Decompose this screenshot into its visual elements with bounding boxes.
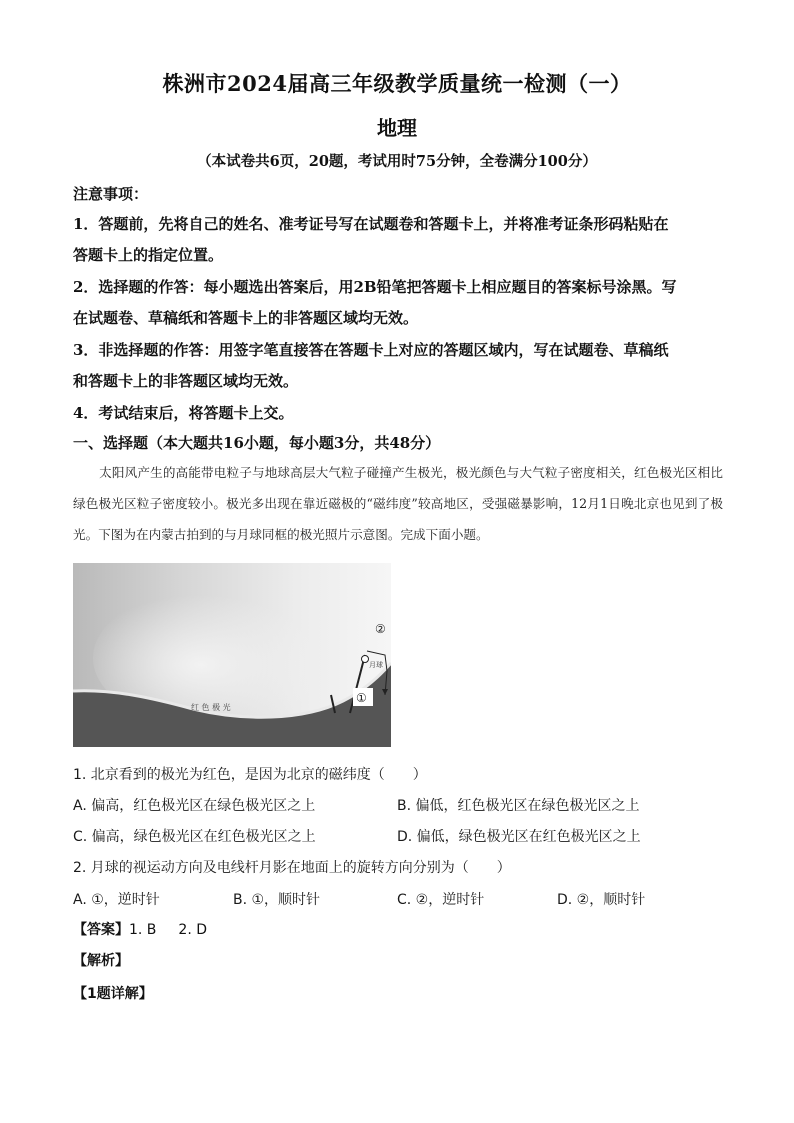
page-title: 株洲市2024届高三年级教学质量统一检测（一） — [162, 71, 632, 96]
question-2-option-c[interactable]: C. ②，逆时针 — [397, 892, 485, 908]
detail-line — [73, 984, 153, 1004]
notice-item-3-line-1: 3．非选择题的作答：用签字笔直接答在答题卡上对应的答题区域内，写在试题卷、草稿纸 — [73, 341, 669, 359]
notice-item-1-line-2: 答题卡上的指定位置。 — [73, 246, 224, 264]
notice-item-4: 4．考试结束后，将答题卡上交。 — [73, 404, 294, 422]
detail-tag: 【1题详解】 — [73, 986, 153, 1002]
answer-1: 1. B — [129, 922, 157, 938]
question-1-option-d[interactable]: D. 偏低，绿色极光区在红色极光区之上 — [397, 829, 641, 845]
moon-icon — [362, 656, 369, 663]
answer-2: 2. D — [178, 922, 208, 938]
notice-heading: 注意事项： — [73, 185, 149, 203]
analysis-line — [73, 951, 129, 971]
notice-item-2-line-2: 在试题卷、草稿纸和答题卡上的非答题区域均无效。 — [73, 309, 419, 327]
passage-text: 太阳风产生的高能带电粒子与地球高层大气粒子碰撞产生极光，极光颜色与大气粒子密度相关，红色极光区相比绿色极光区粒子密度较小。极光多出现在靠近磁极的“磁纬度”较高地区，受强磁暴影响，12月1日晚北京也见到了极光。下图为在内蒙古拍到的与月球同框的极光照片示意图。完成下面小题。 — [73, 465, 723, 542]
question-1-option-c[interactable]: C. 偏高，绿色极光区在红色极光区之上 — [73, 829, 316, 845]
aurora-photo — [73, 563, 391, 747]
analysis-tag: 【解析】 — [73, 953, 129, 969]
question-1-option-b[interactable]: B. 偏低，红色极光区在绿色极光区之上 — [397, 798, 640, 814]
notice-item-1-line-1: 1．答题前，先将自己的姓名、准考证号写在试题卷和答题卡上，并将准考证条形码粘贴在 — [73, 215, 669, 233]
question-2-option-b[interactable]: B. ①，顺时针 — [233, 892, 321, 908]
question-1-option-a[interactable]: A. 偏高，红色极光区在绿色极光区之上 — [73, 798, 316, 814]
section-heading: 一、选择题（本大题共16小题，每小题3分，共48分） — [73, 434, 441, 452]
aurora-label: 红 色 极 光 — [191, 703, 231, 712]
question-2-option-d[interactable]: D. ②，顺时针 — [557, 892, 646, 908]
answer-tag: 【答案】 — [73, 922, 129, 938]
subject-title: 地理 — [377, 116, 417, 140]
reading-passage — [73, 457, 723, 550]
notice-item-2-line-1: 2．选择题的作答：每小题选出答案后，用2B铅笔把答题卡上相应题目的答案标号涂黑。写 — [73, 278, 677, 296]
question-1-stem: 1. 北京看到的极光为红色，是因为北京的磁纬度（ ） — [73, 767, 427, 783]
exam-meta: （本试卷共6页，20题，考试用时75分钟，全卷满分100分） — [197, 153, 597, 170]
answer-line — [73, 920, 207, 940]
marker-2: ② — [375, 622, 386, 636]
marker-1: ① — [356, 691, 367, 705]
moon-label: 月球 — [369, 661, 383, 669]
question-2-option-a[interactable]: A. ①，逆时针 — [73, 892, 160, 908]
notice-item-3-line-2: 和答题卡上的非答题区域均无效。 — [73, 372, 299, 390]
question-2-stem: 2. 月球的视运动方向及电线杆月影在地面上的旋转方向分别为（ ） — [73, 860, 511, 876]
